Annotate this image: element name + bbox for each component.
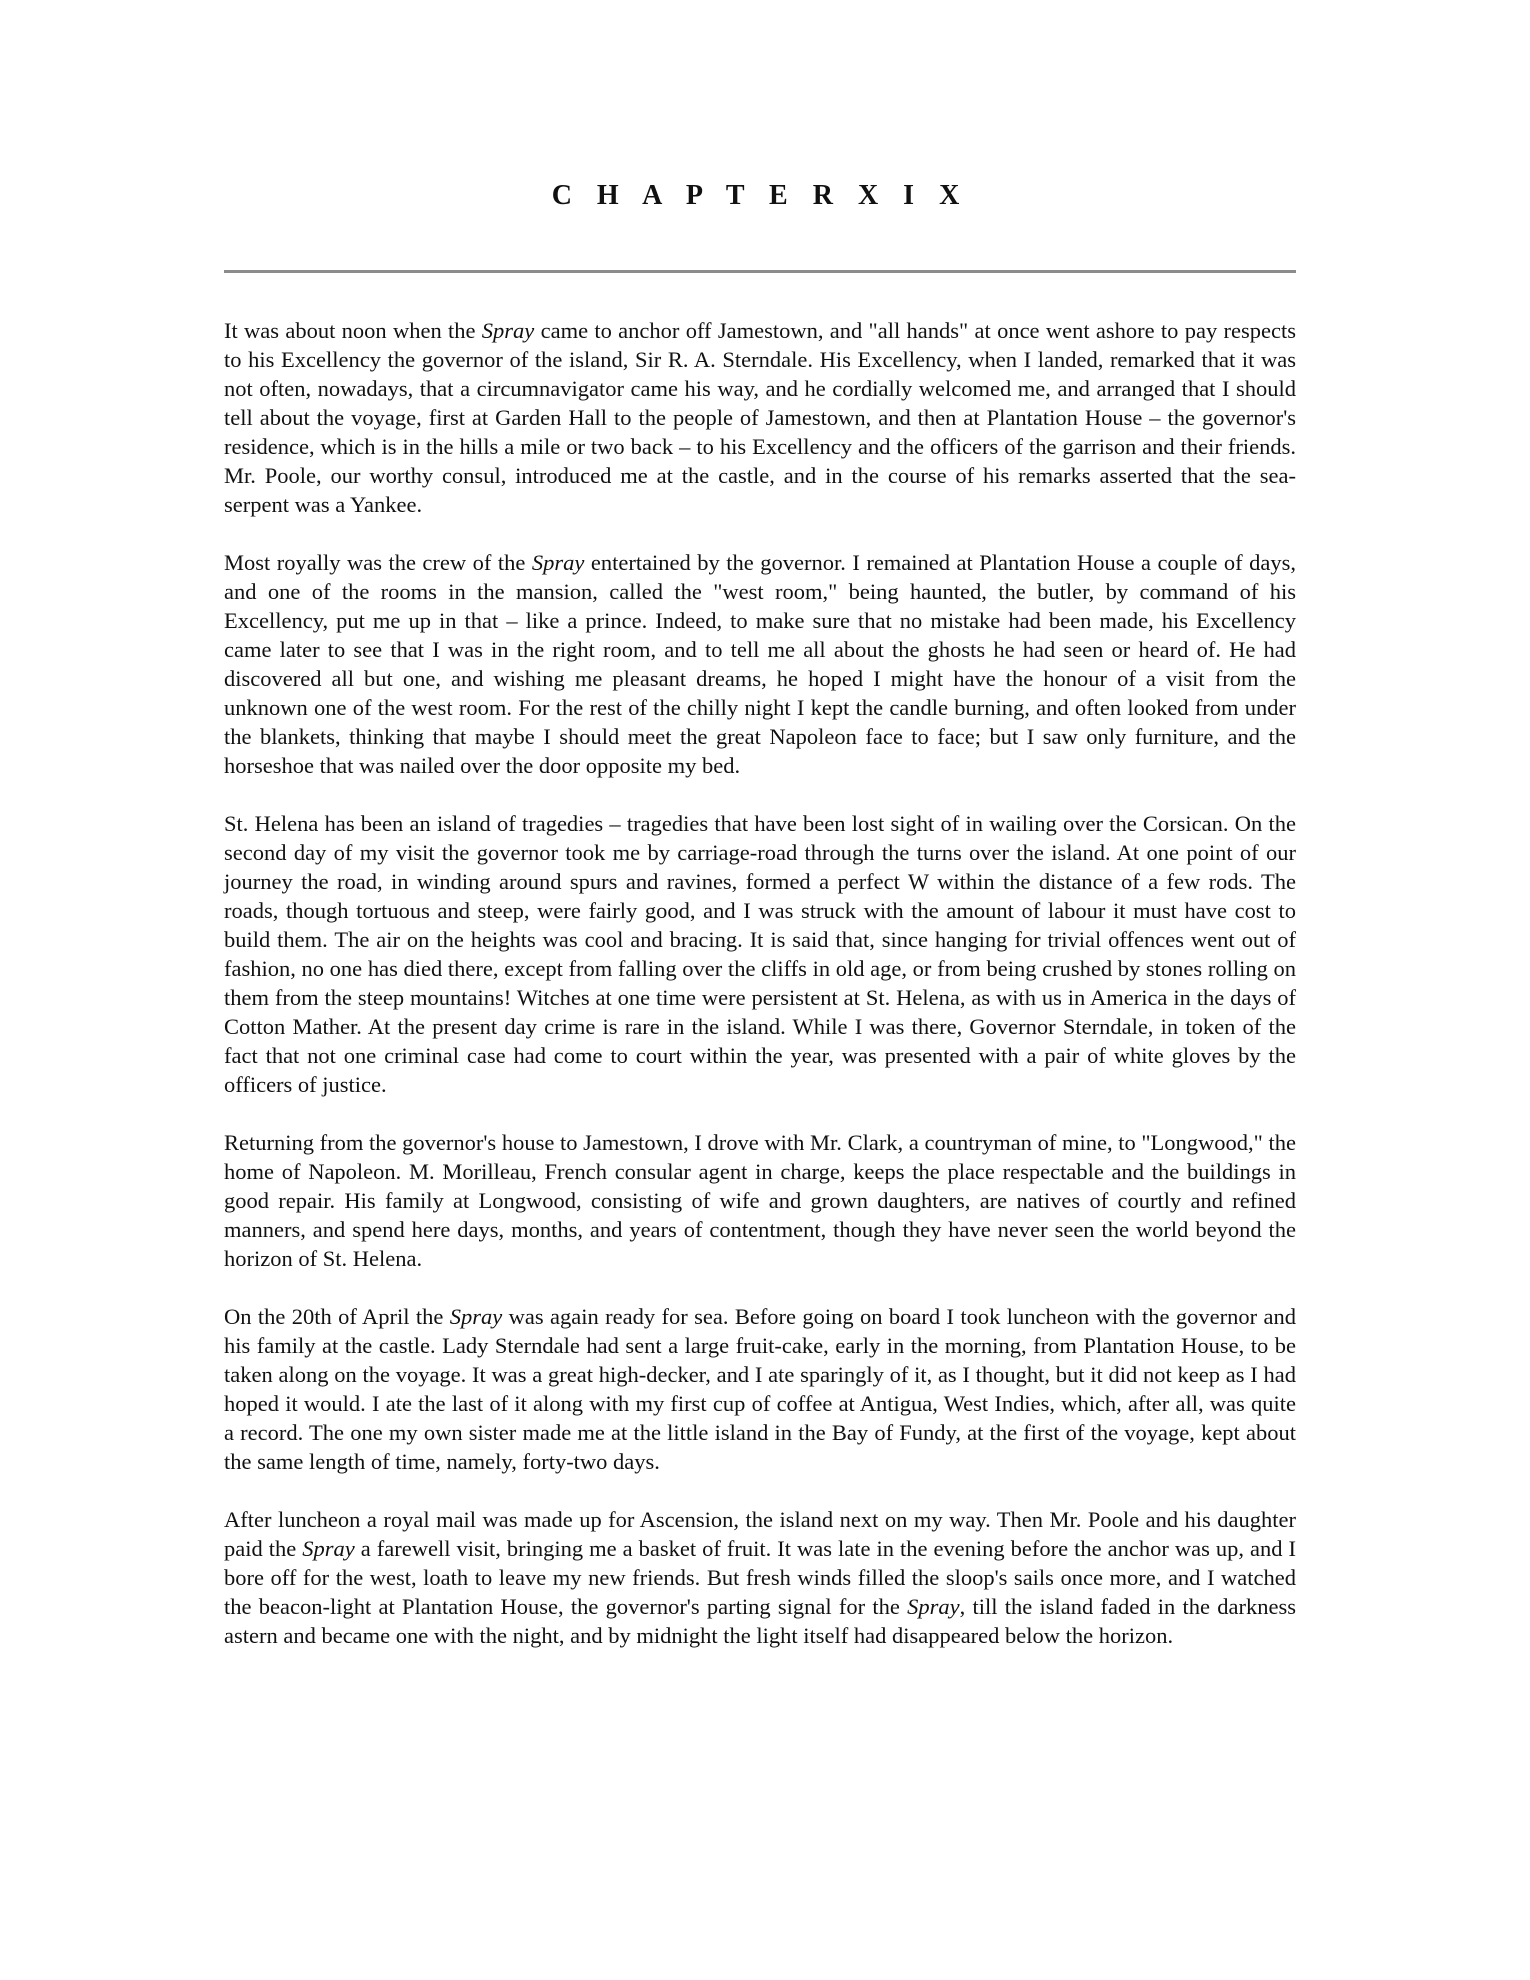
ship-name: Spray bbox=[449, 1304, 503, 1329]
ship-name: Spray bbox=[907, 1594, 960, 1619]
title-divider bbox=[224, 270, 1296, 273]
paragraph-3: St. Helena has been an island of tragedies – tragedies that have been lost sight of in wailing over the Corsican. On the second day of my visit the governor took me by carriage-road through the turns over the island. At one point of our journey the road, in winding around spurs and ravines, formed a perfect W within the distance of a few rods. The roads, though tortuous and steep, were fairly good, and I was struck with the amount of labour it must have cost to build them. The air on the heights was cool and bracing. It is said that, since hanging for trivial offences went out of fashion, no one has died there, except from falling over the cliffs in old age, or from being crushed by stones rolling on them from the steep mountains! Witches at one time were persistent at St. Helena, as with us in America in the days of Cotton Mather. At the present day crime is rare in the island. While I was there, Governor Sterndale, in token of the fact that not one criminal case had come to court within the year, was presented with a pair of white gloves by the officers of justice. bbox=[224, 811, 1296, 1097]
paragraph-1: It was about noon when the Spray came to anchor off Jamestown, and "all hands" at once went ashore to pay respects to his Excellency the governor of the island, Sir R. A. Sterndale. His Excellency, when I landed, remarked that it was not often, nowadays, that a circumnavigator came his way, and he cordially welcomed me, and arranged that I should tell about the voyage, first at Garden Hall to the people of Jamestown, and then at Plantation House – the governor's residence, which is in the hills a mile or two back – to his Excellency and the officers of the garrison and their friends. Mr. Poole, our worthy consul, introduced me at the castle, and in the course of his remarks asserted that the sea-serpent was a Yankee. bbox=[224, 318, 1296, 517]
paragraph-2: Most royally was the crew of the Spray entertained by the governor. I remained at Plantation House a couple of days, and one of the rooms in the mansion, called the "west room," being haunted, the butler, by command of his Excellency, put me up in that – like a prince. Indeed, to make sure that no mistake had been made, his Excellency came later to see that I was in the right room, and to tell me all about the ghosts he had seen or heard of. He had discovered all but one, and wishing me pleasant dreams, he hoped I might have the honour of a visit from the unknown one of the west room. For the rest of the chilly night I kept the candle burning, and often looked from under the blankets, thinking that maybe I should meet the great Napoleon face to face; but I saw only furniture, and the horseshoe that was nailed over the door opposite my bed. bbox=[224, 550, 1297, 778]
paragraph-6: After luncheon a royal mail was made up for Ascension, the island next on my way. Then Mr. Poole and his daughter paid the Spray a farewell visit, bringing me a basket of fruit. It was late in the evening before the anchor was up, and I bore off for the west, loath to leave my new friends. But fresh winds filled the sloop's sails once more, and I watched the beacon-light at Plantation House, the governor's parting signal for the Spray, till the island faded in the darkness astern and became one with the night, and by midnight the light itself had disappeared below the horizon. bbox=[224, 1507, 1296, 1648]
chapter-title: C H A P T E R X I X bbox=[551, 180, 969, 211]
paragraph-5: On the 20th of April the Spray was again ready for sea. Before going on board I took luncheon with the governor and his family at the castle. Lady Sterndale had sent a large fruit-cake, early in the morning, from Plantation House, to be taken along on the voyage. It was a great high-decker, and I ate sparingly of it, as I thought, but it did not keep as I had hoped it would. I ate the last of it along with my first cup of coffee at Antigua, West Indies, which, after all, was quite a record. The one my own sister made me at the little island in the Bay of Fundy, at the first of the voyage, kept about the same length of time, namely, forty-two days. bbox=[224, 1304, 1296, 1474]
ship-name: Spray bbox=[302, 1536, 355, 1561]
paragraph-4: Returning from the governor's house to Jamestown, I drove with Mr. Clark, a countryman of mine, to "Longwood," the home of Napoleon. M. Morilleau, French consular agent in charge, keeps the place respectable and the buildings in good repair. His family at Longwood, consisting of wife and grown daughters, are natives of courtly and refined manners, and spend here days, months, and years of contentment, though they have never seen the world beyond the horizon of St. Helena. bbox=[224, 1130, 1296, 1271]
ship-name: Spray bbox=[531, 550, 585, 575]
ship-name: Spray bbox=[481, 318, 535, 343]
chapter-body bbox=[224, 316, 1296, 1679]
